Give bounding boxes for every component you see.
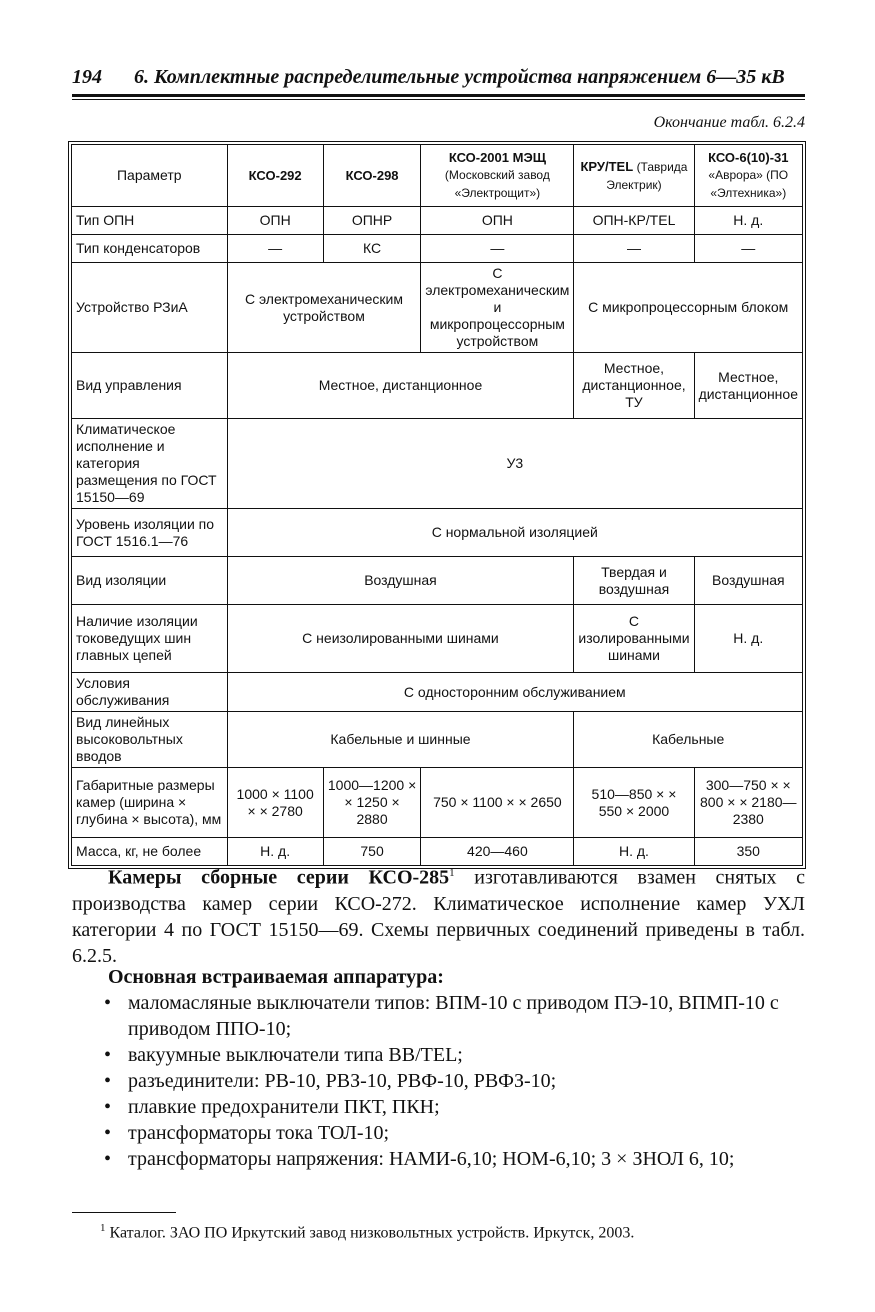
list-item-text: маломасляные выключатели типов: ВПМ-10 с приводом ПЭ-10, ВПМП-10 с приводом ППО-10; <box>128 992 779 1040</box>
head-kso298: КСО-298 <box>323 145 421 207</box>
footnote <box>100 1222 634 1242</box>
table-row <box>72 419 803 509</box>
table-row <box>72 605 803 673</box>
footnote-mark: 1 <box>100 1222 106 1234</box>
table-cell: — <box>574 235 694 263</box>
row-param: Наличие изоляции токоведущих шин главных цепей <box>72 605 228 673</box>
table-row <box>72 768 803 838</box>
table-cell: ОПН <box>227 207 323 235</box>
row-param: Габаритные размеры камер (ширина × глубина × высота), мм <box>72 768 228 838</box>
table-cell: 300—750 × × 800 × × 2180—2380 <box>694 768 802 838</box>
head-kso2001-main: КСО-2001 МЭЩ <box>448 150 546 165</box>
head-kso631-main: КСО-6(10)-31 <box>708 150 789 165</box>
table-row <box>72 235 803 263</box>
list-item-text: трансформаторы тока ТОЛ-10; <box>128 1122 390 1144</box>
head-kso292: КСО-292 <box>227 145 323 207</box>
table-cell: Н. д. <box>694 605 802 673</box>
table-cell: ОПНР <box>323 207 421 235</box>
table-cell: С неизолированными шинами <box>227 605 574 673</box>
list-item-text: плавкие предохранители ПКТ, ПКН; <box>128 1096 440 1118</box>
page-header <box>72 66 805 94</box>
table-row <box>72 673 803 712</box>
table-cell: — <box>227 235 323 263</box>
row-param: Тип конденсаторов <box>72 235 228 263</box>
table-caption: Окончание табл. 6.2.4 <box>653 114 805 131</box>
table-cell: ОПН <box>421 207 574 235</box>
table-cell: С электромеханическим устройством <box>227 263 421 353</box>
row-param: Вид управления <box>72 353 228 419</box>
list-item <box>104 990 804 1042</box>
table-cell: Воздушная <box>694 557 802 605</box>
table-cell: 1000—1200 × × 1250 × 2880 <box>323 768 421 838</box>
head-kso2001-sub: (Московский завод «Электрощит») <box>444 168 550 200</box>
list-item <box>104 1068 804 1094</box>
row-param: Тип ОПН <box>72 207 228 235</box>
row-param: Уровень изоляции по ГОСТ 1516.1—76 <box>72 509 228 557</box>
table-cell: 350 <box>694 838 802 866</box>
row-param: Климатическое исполнение и категория размещения по ГОСТ 15150—69 <box>72 419 228 509</box>
head-param: Параметр <box>72 145 228 207</box>
body-paragraph <box>72 860 805 969</box>
table-cell: Воздушная <box>227 557 574 605</box>
head-kso631 <box>694 145 802 207</box>
table-cell: Местное, дистанционное, ТУ <box>574 353 694 419</box>
table-cell: — <box>421 235 574 263</box>
table-cell: 1000 × 1100 × × 2780 <box>227 768 323 838</box>
table-cell: С изолированными шинами <box>574 605 694 673</box>
bullet-icon: • <box>104 1148 112 1170</box>
bullet-icon: • <box>104 1122 112 1144</box>
head-kru-tel-sub: (Таврида Электрик) <box>606 159 688 192</box>
table-cell: Местное, дистанционное <box>227 353 574 419</box>
table-row <box>72 557 803 605</box>
bullet-icon: • <box>104 1096 112 1118</box>
table-row <box>72 207 803 235</box>
head-kso2001 <box>421 145 574 207</box>
table-cell: ОПН-КР/TEL <box>574 207 694 235</box>
table-cell: КС <box>323 235 421 263</box>
paragraph-text: изготавливаются взамен снятых с производства камер серии КСО-272. Климатическое исполнение камер УХЛ категории 4 по ГОСТ 15150—69. Схемы первичных соединений приведены в табл. 6.2.5. <box>72 866 806 967</box>
table-row <box>72 263 803 353</box>
row-param: Условия обслуживания <box>72 673 228 712</box>
head-kru-tel <box>574 145 694 207</box>
table-cell: С электромеханическим и микропроцессорным устройством <box>421 263 574 353</box>
table-cell: С нормальной изоляцией <box>227 509 802 557</box>
table-cell: 420—460 <box>421 838 574 866</box>
header-rule-thick <box>72 94 805 97</box>
table-cell: У3 <box>227 419 802 509</box>
table-cell: Н. д. <box>227 838 323 866</box>
paragraph-lead: Камеры сборные серии КСО-285 <box>108 866 450 889</box>
table-cell: — <box>694 235 802 263</box>
table-row <box>72 712 803 768</box>
table-cell: Кабельные и шинные <box>227 712 574 768</box>
list-item <box>104 1042 804 1068</box>
table-cell: С микропроцессорным блоком <box>574 263 803 353</box>
table-cell: Кабельные <box>574 712 803 768</box>
table-row <box>72 509 803 557</box>
apparatus-list <box>104 990 804 1172</box>
row-param: Вид изоляции <box>72 557 228 605</box>
chapter-title: 6. Комплектные распределительные устройства напряжением 6—35 кВ <box>134 66 785 88</box>
table-cell: Местное, дистанционное <box>694 353 802 419</box>
head-kru-tel-main: КРУ/TEL <box>580 158 633 174</box>
list-item <box>104 1094 804 1120</box>
row-param: Вид линейных высоковольтных вводов <box>72 712 228 768</box>
apparatus-heading: Основная встраиваемая аппаратура: <box>108 966 444 988</box>
bullet-icon: • <box>104 1070 112 1092</box>
table-head-row <box>72 145 803 207</box>
footnote-ref: 1 <box>449 867 455 879</box>
list-item-text: вакуумные выключатели типа ВВ/TEL; <box>128 1044 463 1066</box>
list-item-text: разъединители: РВ-10, РВЗ-10, РВФ-10, РВФЗ-10; <box>128 1070 557 1092</box>
table-cell: 750 <box>323 838 421 866</box>
table-cell: 750 × 1100 × × 2650 <box>421 768 574 838</box>
header-rule-thin <box>72 99 805 100</box>
table-cell: Н. д. <box>694 207 802 235</box>
table-cell: Н. д. <box>574 838 694 866</box>
table-cell: 510—850 × × 550 × 2000 <box>574 768 694 838</box>
spec-table <box>71 144 803 866</box>
head-kso631-sub: «Аврора» (ПО «Элтехника») <box>708 168 789 200</box>
page-number: 194 <box>72 66 102 88</box>
row-param: Масса, кг, не более <box>72 838 228 866</box>
bullet-icon: • <box>104 992 112 1014</box>
footnote-rule <box>72 1212 176 1213</box>
list-item <box>104 1120 804 1146</box>
footnote-text: Каталог. ЗАО ПО Иркутский завод низковольтных устройств. Иркутск, 2003. <box>105 1224 635 1242</box>
list-item-text: трансформаторы напряжения: НАМИ-6,10; НОМ-6,10; 3 × ЗНОЛ 6, 10; <box>128 1148 735 1170</box>
list-item <box>104 1146 804 1172</box>
table-row <box>72 353 803 419</box>
table-cell: Твердая и воздушная <box>574 557 694 605</box>
row-param: Устройство РЗиА <box>72 263 228 353</box>
bullet-icon: • <box>104 1044 112 1066</box>
table-cell: С односторонним обслуживанием <box>227 673 802 712</box>
